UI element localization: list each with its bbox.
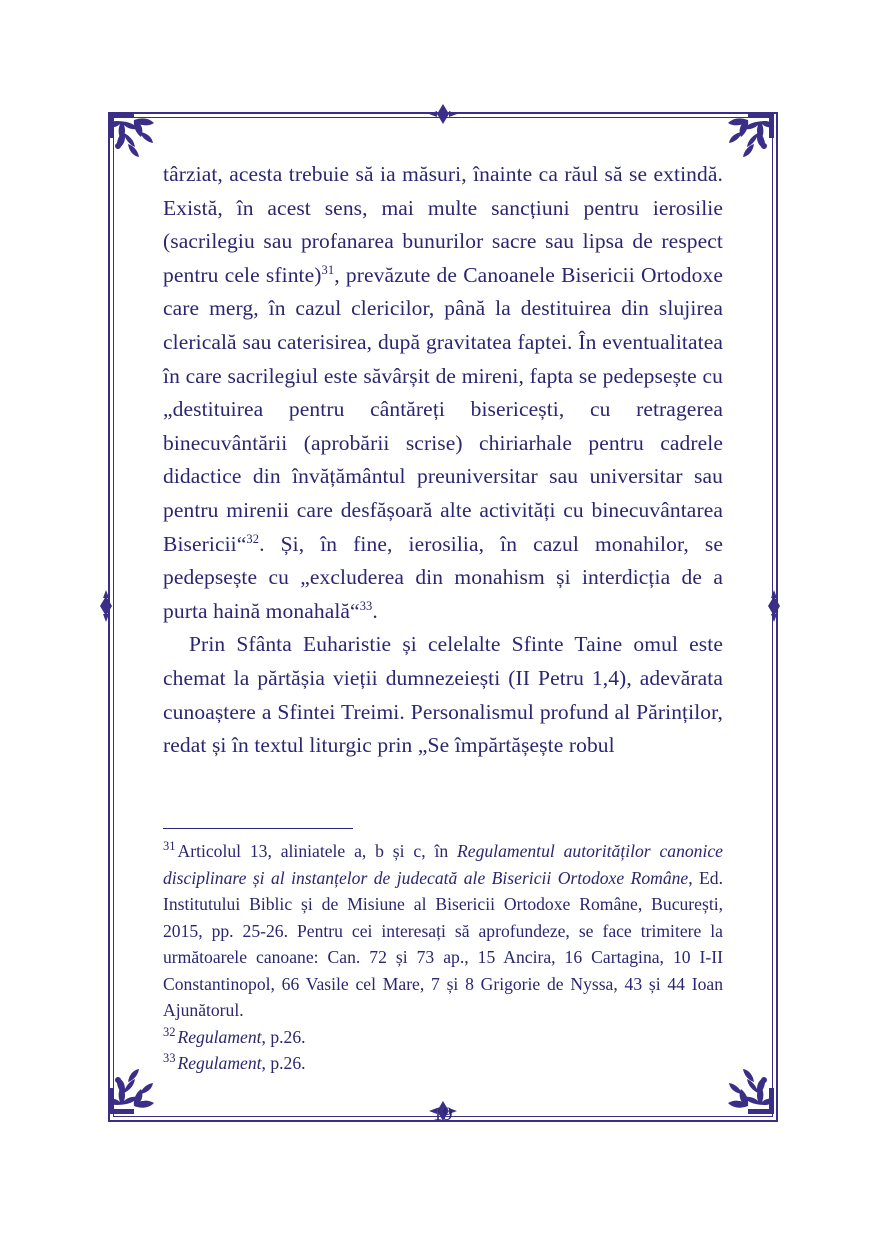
body-paragraph: Prin Sfânta Euharistie și celelalte Sfinte Taine omul este chemat la părtășia vieții dumnezeiești (II Petru 1,4), adevărata cunoaștere a Sfintei Treimi. Personalismul profund al Părinților, redat și în textul liturgic prin „Se împărtășește robul: [163, 632, 723, 758]
footnote-item: $^{31}$ Articolul 13, aliniatele a, b și c, în Regulamentul autorităților canonice disciplinare și al instanțelor de judecată ale Bisericii Ortodoxe Române, Ed. Institutului Biblic și de Misiune al Bisericii Ortodoxe Române, București, 2015, pp. 25-26. Pentru cei interesați să aprofundeze, se face trimitere la următoarele canoane: Can. 72 și 73 ap., 15 Ancira, 16 Cartagina, 10 I-II Constantinopol, 66 Vasile cel Mare, 7 și 8 Grigorie de Nyssa, 43 și 44 Ioan Ajunătorul.: [163, 839, 723, 1020]
footnote-item: $^{33}$ Regulament, p.26.: [163, 1051, 306, 1073]
diamond-ornament-icon: [96, 590, 116, 622]
page-number-area: [0, 1104, 886, 1126]
footnote-item: $^{32}$ Regulament, p.26.: [163, 1024, 306, 1047]
footnote-title-italic: Regulament: [177, 1053, 262, 1073]
footnote-separator-rule: [163, 828, 353, 829]
body-paragraph: târziat, acesta trebuie să ia măsuri, înainte ca răul să se extindă. Există, în acest sens, mai multe sancțiuni pentru ierosilie (sacrilegiu sau profanarea bunurilor sacre sau lipsa de respect pentru cele sfinte)$^{31}$, prevăzute de Canoanele Bisericii Ortodoxe care merg, în cazul clericilor, până la destituirea din slujirea clericală sau caterisirea, după gravitatea faptei. În eventualitatea în care sacrilegiul este săvârșit de mireni, fapta se pedepsește cu „destituirea pentru cântăreți bisericești, cu retragerea binecuvântării (aprobării scrise) chiriarhale pentru cadrele didactice din învățământul preuniversitar sau universitar sau pentru mirenii care desfășoară alte activități cu binecuvântarea Bisericii“$^{32}$. Și, în fine, ierosilia, în cazul monahilor, se pedepsește cu „excluderea din monahism și interdicția de a purta haină monahală“$^{33}$.: [163, 162, 724, 623]
footnote-section: [163, 828, 723, 1077]
footnote-reference[interactable]: 33: [359, 598, 373, 613]
footnote-number: 31: [163, 839, 176, 854]
footnote-title-italic: Regulamentul autorităților canonice disciplinare și al instanțelor de judecată ale Bisericii Ortodoxe Române: [163, 841, 723, 888]
footnote-number: 33: [163, 1051, 176, 1066]
footnote-title-italic: Regulament: [177, 1026, 262, 1047]
footnote-reference[interactable]: 32: [246, 531, 260, 546]
body-text-column: [163, 158, 723, 763]
footnote-number: 32: [163, 1024, 176, 1039]
footnote-list: [163, 838, 723, 1077]
page-number: 19: [433, 1104, 453, 1125]
footnote-reference[interactable]: 31: [321, 262, 335, 277]
diamond-ornament-icon: [427, 104, 459, 124]
diamond-ornament-icon: [764, 590, 784, 622]
